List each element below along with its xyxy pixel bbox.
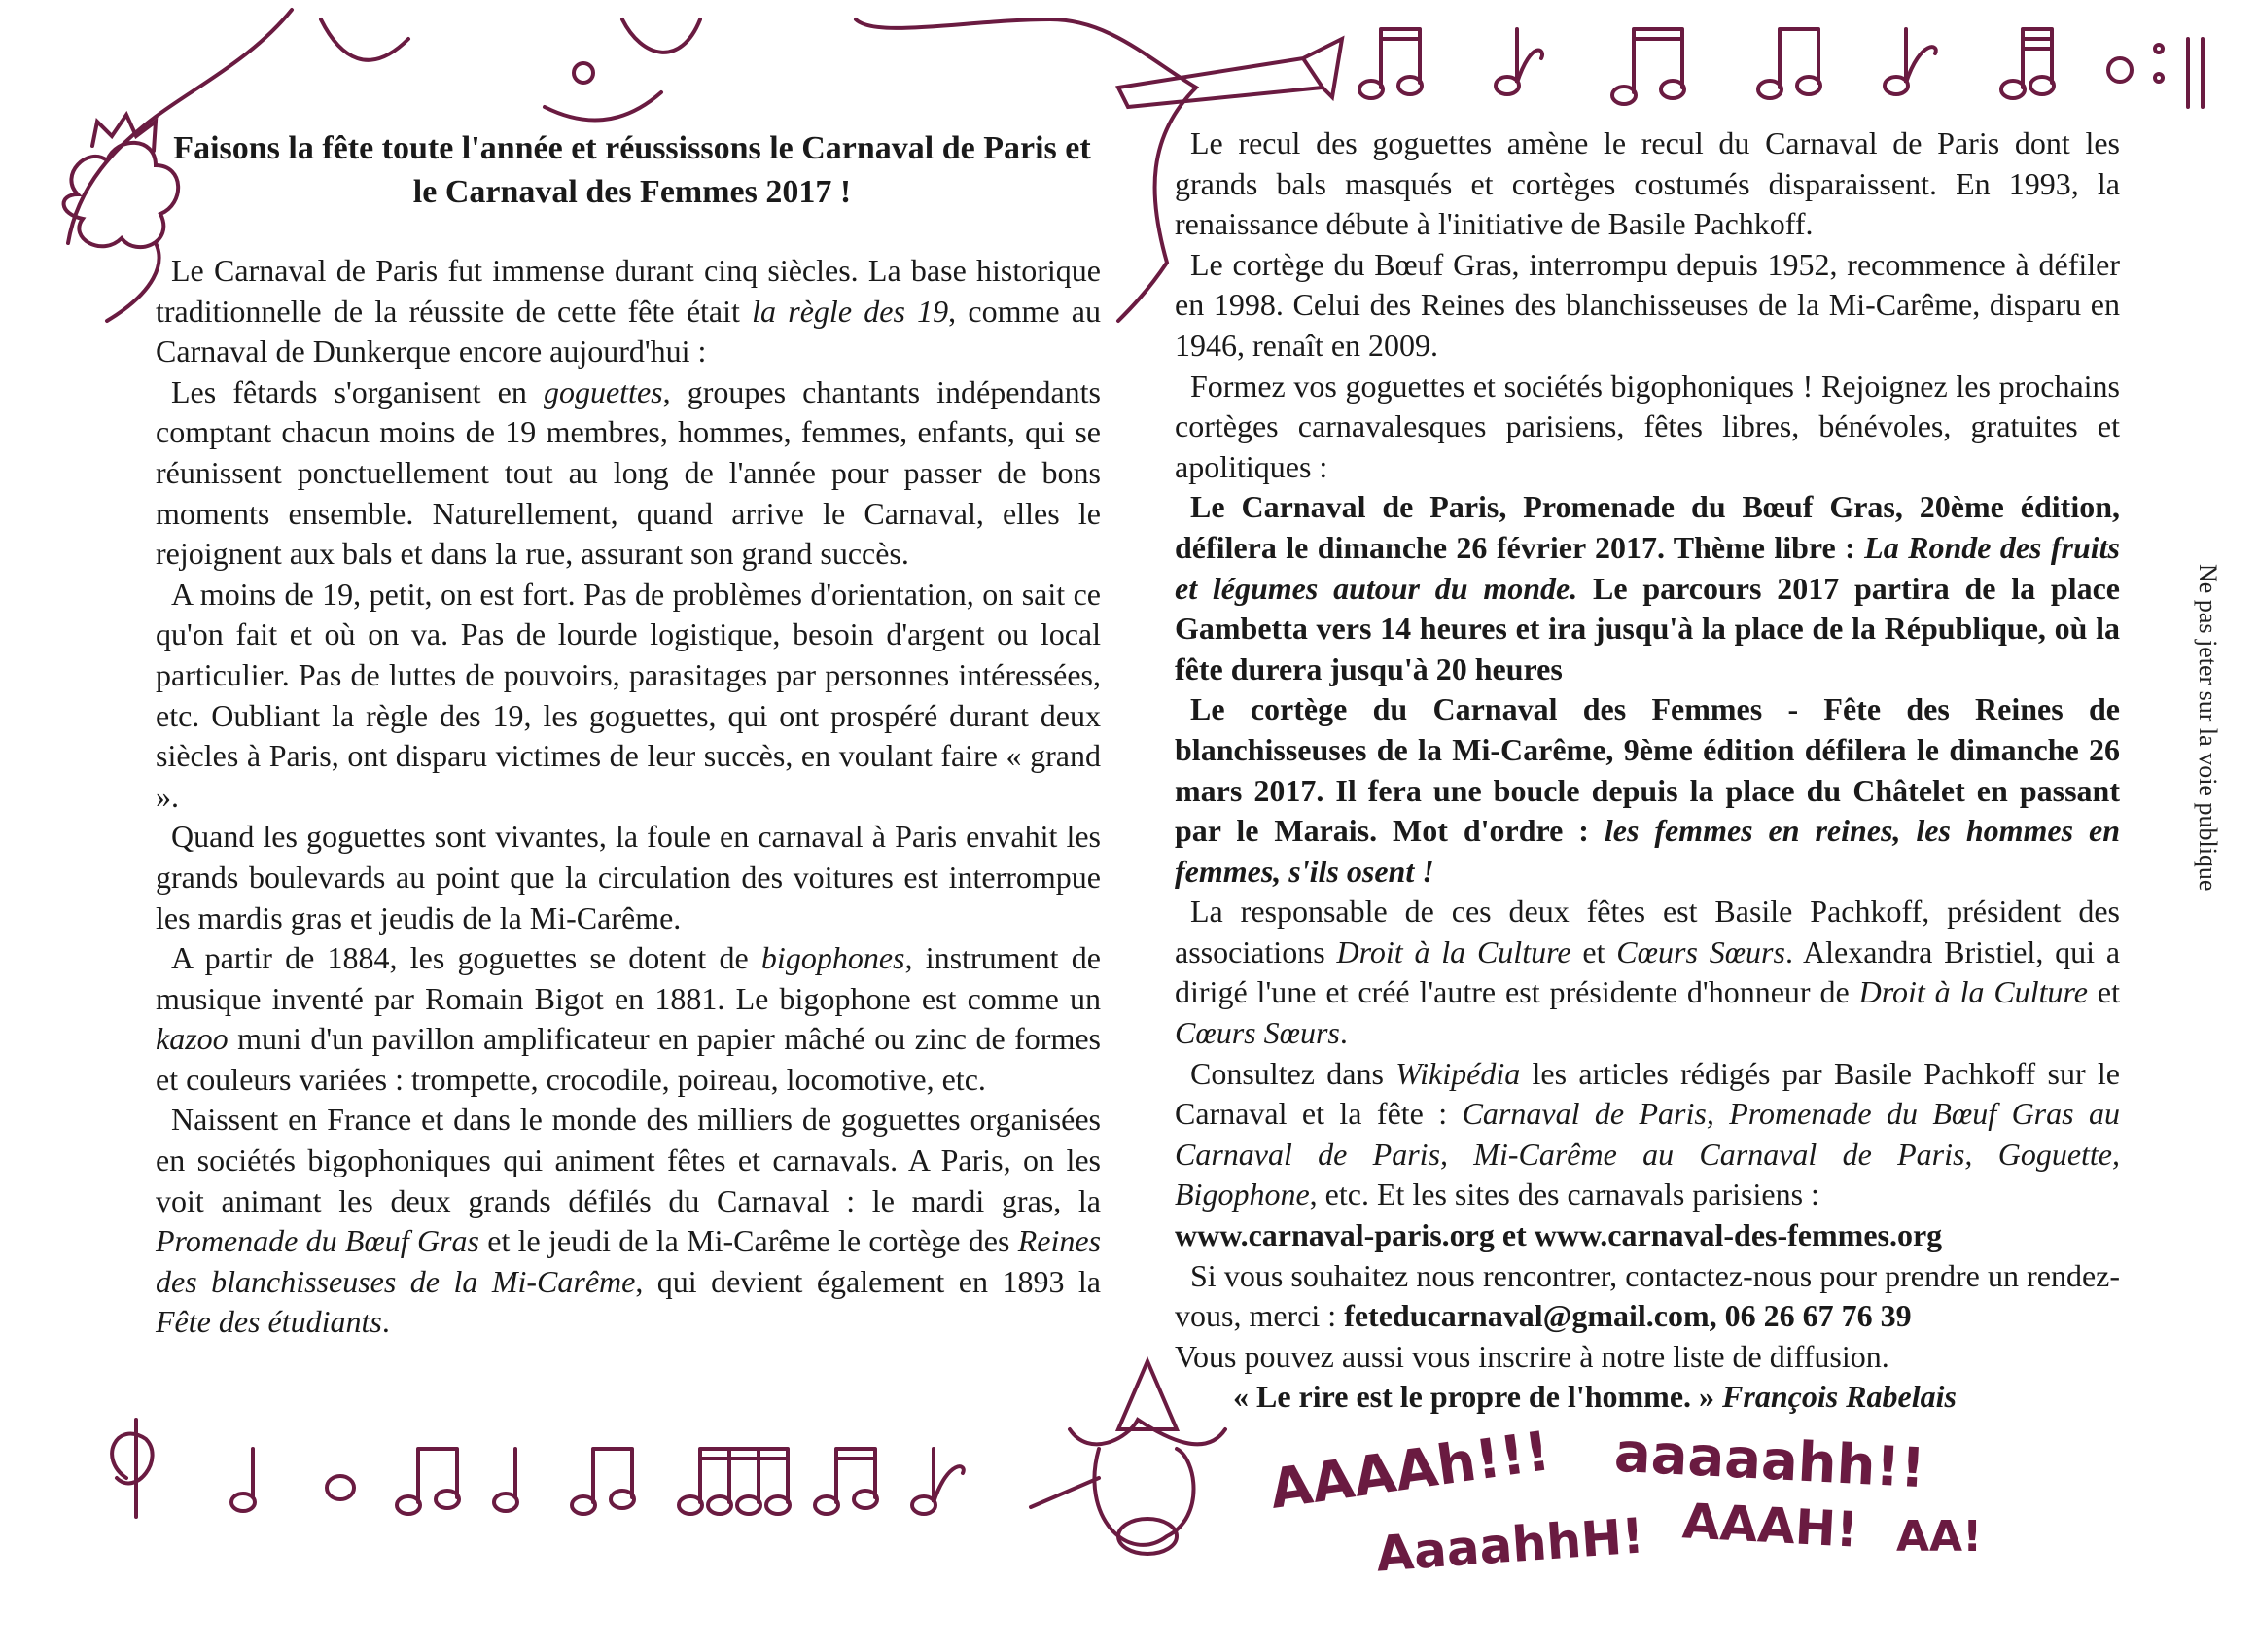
left-column [156,251,1101,1343]
paragraph-goguettes: Les fêtards s'organisent en goguettes, groupes chantants indépendants comptant chacun moins de 19 membres, hommes, femmes, enfants, qui se réunissent ponctuellement tout au long de l'année pour passer de bons moments ensemble. Naturellement, quand arrive le Carnaval, elles le rejoignent aux bals et dans la rue, assurant son grand succès. [156,373,1102,572]
rabelais-quote: « Le rire est le propre de l'homme. » François Rabelais [1233,1379,1957,1415]
shout-4: AAAH! [1680,1493,1860,1559]
eye-right-icon [622,19,700,53]
side-note: Ne pas jeter sur la voie publique [2194,564,2222,892]
paragraph-societes-bigophoniques: Naissent en France et dans le monde des milliers de goguettes organisées en sociétés bigophoniques qui animent fêtes et carnavals. A Paris, on les voit animant les deux grands défilés du Carnaval : le mardi gras, la Promenade du Bœuf Gras et le jeudi de la Mi-Carême le cortège des Reines des blanchisseuses de la Mi-Carême, qui devient également en 1893 la Fête des étudiants. [156,1102,1102,1340]
paragraph-regle-des-19: Le Carnaval de Paris fut immense durant cinq siècles. La base historique traditionnelle de la réussite de cette fête était la règle des 19, comme au Carnaval de Dunkerque encore aujourd'hui : [156,253,1102,369]
shout-1: AAAAh!!! [1265,1420,1554,1522]
trumpet-icon [1118,39,1342,107]
right-column [1175,123,2120,1418]
music-notes-top-icon [1359,29,2203,107]
paragraph-contact: Si vous souhaitez nous rencontrer, contactez-nous pour prendre un rendez-vous, merci : feteducarnaval@gmail.com, 06 26 67 76 39 Vous pouvez aussi vous inscrire à notre liste de diffusion. [1175,1257,2120,1374]
paragraph-bigophones: A partir de 1884, les goguettes se dotent de bigophones, instrument de musique inventé par Romain Bigot en 1881. Le bigophone est comme un kazoo muni d'un pavillon amplificateur en papier mâché ou zinc de formes et couleurs variées : trompette, crocodile, poireau, locomotive, etc. [156,940,1102,1097]
eye-left-icon [321,19,408,60]
flower-face-icon [64,143,179,247]
shout-5: AA! [1896,1512,1983,1562]
mouth-icon [545,92,661,121]
nose-icon [574,63,593,83]
paragraph-foule-carnaval: Quand les goguettes sont vivantes, la foule en carnaval à Paris envahit les grands boulevards au point que la circulation des voitures est interrompue les mardis gras et jeudis de la Mi-Carême. [156,819,1101,935]
paragraph-petit-on-est-fort: A moins de 19, petit, on est fort. Pas de problèmes d'orientation, on sait ce qu'on fait et où on va. Pas de lourde logistique, besoin d'argent ou local particulier. Pas de luttes de pouvoirs, parasitages par personnes intéressées, etc. Oubliant la règle des 19, les goguettes, qui ont prospéré durant deux siècles à Paris, ont disparu victimes de leur succès, en voulant faire « grand ». [156,576,1101,814]
paragraph-carnaval-paris-2017: Le Carnaval de Paris, Promenade du Bœuf Gras, 20ème édition, défilera le dimanche 26 février 2017. Thème libre : La Ronde des fruits et légumes autour du monde. Le parcours 2017 partira de la place Gambetta vers 14 heures et ira jusqu'à la place de la République, où la fête durera jusqu'à 20 heures [1175,489,2121,686]
paragraph-carnaval-femmes-2017: Le cortège du Carnaval des Femmes - Fête des Reines de blanchisseuses de la Mi-Carême, 9ème édition défilera le dimanche 26 mars 2017. Il fera une boucle depuis la place du Châtelet en passant par le Marais. Mot d'ordre : les femmes en reines, les hommes en femmes, s'ils osent ! [1175,691,2121,889]
paragraph-formez-goguettes: Formez vos goguettes et sociétés bigophoniques ! Rejoignez les prochains cortèges carnavalesques parisiens, fêtes libres, bénévoles, gratuites et apolitiques : [1175,368,2120,484]
paragraph-recul-goguettes: Le recul des goguettes amène le recul du Carnaval de Paris dont les grands bals masqués et cortèges costumés disparaissent. En 1993, la renaissance débute à l'initiative de Basile Pachkoff. [1175,125,2120,242]
contact-email-phone[interactable]: feteducarnaval@gmail.com, 06 26 67 76 39 [1344,1298,1912,1334]
paragraph-responsable: La responsable de ces deux fêtes est Basile Pachkoff, président des associations Droit à la Culture et Cœurs Sœurs. Alexandra Bristiel, qui a dirigé l'une et créé l'autre est présidente d'honneur de Droit à la Culture et Cœurs Sœurs. [1175,894,2121,1051]
shout-2: aaaaahh!! [1612,1421,1927,1501]
paragraph-boeuf-gras: Le cortège du Bœuf Gras, interrompu depuis 1952, recommence à défiler en 1998. Celui des Reines des blanchisseuses de la Mi-Carême, disparu en 1946, renaît en 2009. [1175,246,2120,363]
websites-link[interactable]: www.carnaval-paris.org et www.carnaval-des-femmes.org [1175,1217,1943,1253]
shout-3: AaaahhH! [1374,1507,1646,1583]
page-title: Faisons la fête toute l'année et réussissons le Carnaval de Paris et le Carnaval des Femmes 2017 ! [173,130,1091,210]
paragraph-wikipedia: Consultez dans Wikipédia les articles rédigés par Basile Pachkoff sur le Carnaval et la fête : Carnaval de Paris, Promenade du Bœuf Gras au Carnaval de Paris, Mi-Carême au Carnaval de Paris, Goguette, Bigophone, etc. Et les sites des carnavals parisiens : www.carnaval-paris.org et www.carnaval-des-femmes.org [1175,1055,2121,1253]
music-notes-bottom-icon [112,1420,964,1517]
